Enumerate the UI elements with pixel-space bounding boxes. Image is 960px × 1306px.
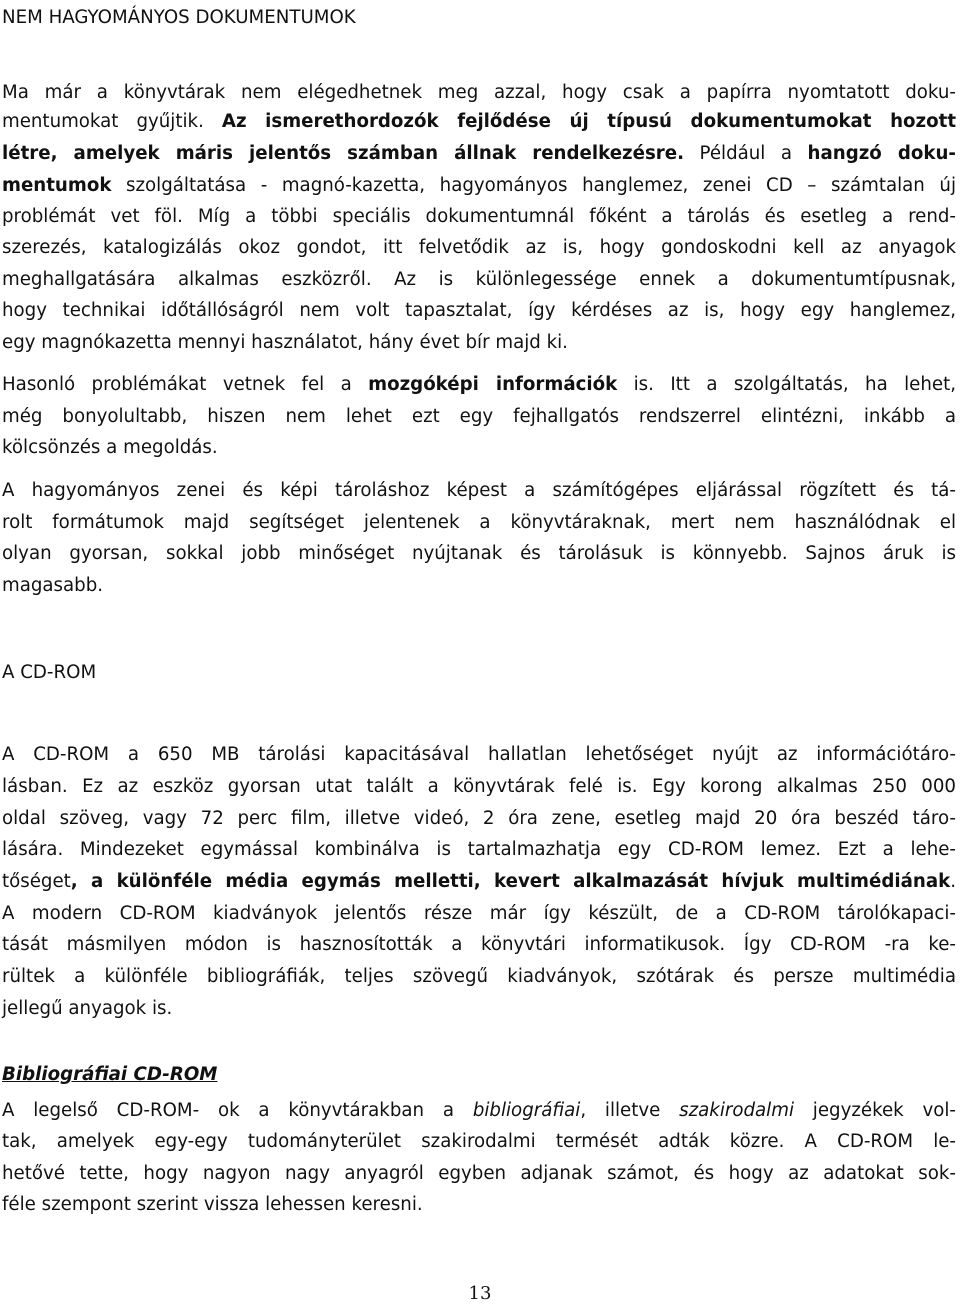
text-run: , illetve bbox=[580, 1100, 680, 1121]
paragraph-line: lására. Mindezeket egymással kombinálva is tartalmazhatja egy CD-ROM lemez. Ezt a lehe- bbox=[2, 839, 956, 860]
paragraph-line: olyan gyorsan, sokkal jobb minőséget nyújtanak és tárolásuk is könnyebb. Sajnos áruk is bbox=[2, 543, 956, 564]
paragraph-line: Ma már a könyvtárak nem elégedhetnek meg azzal, hogy csak a papírra nyomtatott doku- bbox=[2, 82, 956, 103]
bold-text: mentumok bbox=[2, 175, 112, 196]
paragraph-line: hogy technikai időtállóságról nem volt tapasztalat, így kérdéses az is, hogy egy hanglemez, bbox=[2, 300, 956, 321]
paragraph-line: lásban. Ez az eszköz gyorsan utat talált a könyvtárak felé is. Egy korong alkalmas 250 000 bbox=[2, 776, 956, 797]
paragraph-line: még bonyolultabb, hiszen nem lehet ezt egy fejhallgatós rendszerrel elintézni, inkább a bbox=[2, 406, 956, 427]
bold-text: létre, amelyek máris jelentős számban állnak rendelkezésre. bbox=[2, 143, 684, 164]
page-number: 13 bbox=[468, 1283, 492, 1304]
paragraph-line: magasabb. bbox=[2, 575, 104, 596]
paragraph-line: szerezés, katalogizálás okoz gondot, itt felvetődik az is, hogy gondoskodni kell az anyagok bbox=[2, 237, 956, 258]
text-run: A legelső CD-ROM- ok a könyvtárakban a bbox=[2, 1100, 473, 1121]
paragraph-line: jellegű anyagok is. bbox=[2, 998, 173, 1019]
bold-text: hangzó doku- bbox=[807, 143, 956, 164]
bold-text: , a különféle média egymás melletti, kevert alkalmazását hívjuk multimédiának bbox=[70, 871, 951, 892]
paragraph-line: egy magnókazetta mennyi használatot, hány évet bír majd ki. bbox=[2, 332, 568, 353]
page-title: NEM HAGYOMÁNYOS DOKUMENTUMOK bbox=[2, 7, 356, 28]
paragraph-line: tak, amelyek egy-egy tudományterület szakirodalmi termését adták közre. A CD-ROM le- bbox=[2, 1131, 956, 1152]
text-run: Például a bbox=[684, 143, 808, 164]
italic-text: szakirodalmi bbox=[679, 1100, 794, 1121]
text-run: tőséget bbox=[2, 871, 71, 892]
paragraph-line: tását másmilyen módon is hasznosították a könyvtári informatikusok. Így CD-ROM -ra ke- bbox=[2, 934, 956, 955]
paragraph-line: kölcsönzés a megoldás. bbox=[2, 437, 218, 458]
bold-text: mozgóképi információk bbox=[368, 374, 618, 395]
paragraph-line: féle szempont szerint vissza lehessen keresni. bbox=[2, 1194, 423, 1215]
paragraph-line: A CD-ROM a 650 MB tárolási kapacitásával hallatlan lehetőséget nyújt az információtáro- bbox=[2, 744, 956, 765]
text-run: szolgáltatása - magnó-kazetta, hagyományos hanglemez, zenei CD – számtalan új bbox=[111, 175, 956, 196]
text-run: is. Itt a szolgáltatás, ha lehet, bbox=[617, 374, 956, 395]
paragraph-line bbox=[2, 373, 956, 397]
paragraph-line: meghallgatására alkalmas eszközről. Az is különlegessége ennek a dokumentumtípusnak, bbox=[2, 269, 956, 290]
text-run: . bbox=[950, 871, 956, 892]
text-run: mentumokat gyűjtik. bbox=[2, 111, 222, 132]
paragraph-line: rolt formátumok majd segítséget jelentenek a könyvtáraknak, mert nem használódnak el bbox=[2, 512, 956, 533]
paragraph-line bbox=[2, 174, 956, 198]
paragraph-line: rültek a különféle bibliográfiák, teljes szövegű kiadványok, szótárak és persze multimédia bbox=[2, 966, 956, 987]
paragraph-line: A hagyományos zenei és képi tároláshoz képest a számítógépes eljárással rögzített és tá- bbox=[2, 480, 956, 501]
paragraph-line: A modern CD-ROM kiadványok jelentős része már így készült, de a CD-ROM tárolókapaci- bbox=[2, 903, 956, 924]
text-run: jegyzékek vol- bbox=[794, 1100, 956, 1121]
section-heading-underlined: Bibliográfiai CD-ROM bbox=[2, 1064, 218, 1085]
text-run: Hasonló problémákat vetnek fel a bbox=[2, 374, 369, 395]
paragraph-line bbox=[2, 142, 956, 166]
section-heading: A CD-ROM bbox=[2, 662, 97, 683]
italic-text: bibliográfiai bbox=[472, 1100, 581, 1121]
paragraph-line: hetővé tette, hogy nagyon nagy anyagról egyben adjanak számot, és hogy az adatokat sok- bbox=[2, 1163, 956, 1184]
paragraph-line bbox=[2, 1099, 956, 1123]
paragraph-line bbox=[2, 110, 956, 134]
paragraph-line: oldal szöveg, vagy 72 perc film, illetve videó, 2 óra zene, esetleg majd 20 óra beszéd táro- bbox=[2, 808, 956, 829]
paragraph-line bbox=[2, 870, 956, 894]
paragraph-line: problémát vet föl. Míg a többi speciális dokumentumnál főként a tárolás és esetleg a rend- bbox=[2, 206, 956, 227]
bold-text: Az ismerethordozók fejlődése új típusú dokumentumokat hozott bbox=[221, 111, 957, 132]
